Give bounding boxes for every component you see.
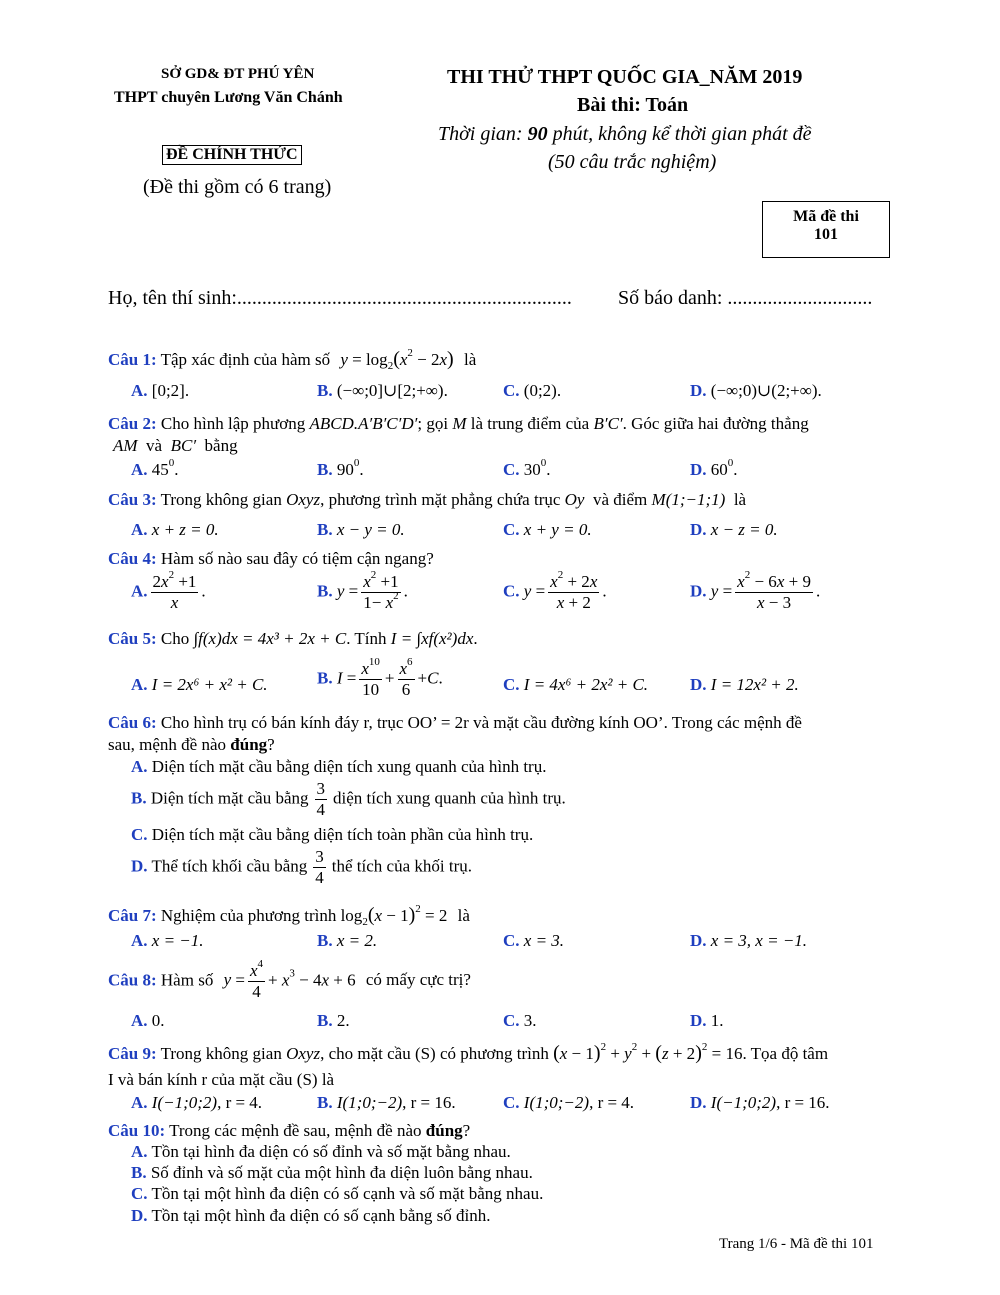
q3-option-a[interactable]: A. x + z = 0. [131, 520, 219, 539]
q3-option-d[interactable]: D. x − z = 0. [690, 520, 778, 539]
q2-option-b[interactable]: B. $90^0$. [317, 457, 364, 479]
q7-option-a[interactable]: A. x = −1. [131, 931, 204, 950]
exam-code-box [762, 201, 890, 258]
q7-option-b[interactable]: B. x = 2. [317, 931, 378, 950]
exam-subject: Bài thi: Toán [577, 94, 689, 116]
q2-option-d[interactable]: D. $60^0$. [690, 457, 738, 479]
q2-option-a[interactable]: A. $45^0$. [131, 457, 179, 479]
q6-option-a[interactable]: A. Diện tích mặt cầu bằng diện tích xung quanh của hình trụ. [131, 757, 547, 776]
q7-option-d[interactable]: D. x = 3, x = −1. [690, 931, 808, 950]
q1-option-a[interactable]: A. [0;2]. [131, 381, 190, 400]
question-7: Câu 7: Nghiệm của phương trình $\log_2(x - 1)^2 = 2$ là [108, 903, 470, 928]
question-9-line-2: I và bán kính r của mặt cầu (S) là [108, 1070, 335, 1089]
q1-option-d[interactable]: D. (−∞;0)∪(2;+∞). [690, 381, 822, 400]
q9-option-c[interactable]: C. I(1;0;−2), r = 4. [503, 1093, 635, 1112]
official-badge: ĐỀ CHÍNH THỨC [162, 145, 302, 165]
question-count-note: (50 câu trắc nghiệm) [548, 151, 717, 173]
q4-option-b[interactable]: B. y = $\frac{x^2 +1}{1- x^2}$ . [317, 569, 408, 612]
question-6: Câu 6: Cho hình trụ có bán kính đáy r, trục OO’ = 2r và mặt cầu đường kính OO’. Trong các mệnh đề [108, 713, 802, 732]
q5-option-b[interactable]: B. I = $\frac{x^{10}}{10}$ + $\frac{x^6}{6}$ +C. [317, 656, 443, 699]
question-2: Câu 2: Cho hình lập phương ABCD.A′B′C′D′; gọi M là trung điểm của B′C′. Góc giữa hai đường thẳng [108, 414, 809, 433]
q6-option-c[interactable]: C. Diện tích mặt cầu bằng diện tích toàn phần của hình trụ. [131, 825, 534, 844]
q10-option-d[interactable]: D. Tồn tại một hình đa diện có số cạnh bằng số đỉnh. [131, 1206, 491, 1225]
q1-option-c[interactable]: C. (0;2). [503, 381, 562, 400]
q9-option-b[interactable]: B. I(1;0;−2), r = 16. [317, 1093, 456, 1112]
exam-duration: Thời gian: 90 phút, không kể thời gian phát đề [438, 123, 812, 145]
exam-code: 101 [814, 226, 838, 243]
q4-option-d[interactable]: D. y = $\frac{x^2 - 6x + 9}{x - 3}$ . [690, 569, 821, 612]
q8-option-c[interactable]: C. 3. [503, 1011, 537, 1030]
question-9: Câu 9: Trong không gian Oxyz, cho mặt cầu (S) có phương trình $(x - 1)^2 + y^2 + (z + 2)^2 = 16$. Tọa độ tâm [108, 1041, 829, 1064]
question-6-line-2: sau, mệnh đề nào đúng? [108, 735, 275, 754]
q8-option-d[interactable]: D. 1. [690, 1011, 724, 1030]
q5-option-c[interactable]: C. I = 4x⁶ + 2x² + C. [503, 675, 649, 694]
page-count-note: (Đề thi gồm có 6 trang) [143, 176, 332, 198]
question-3: Câu 3: Trong không gian Oxyz, phương trình mặt phẳng chứa trục Oy và điểm M(1;−1;1) là [108, 490, 747, 509]
question-10: Câu 10: Trong các mệnh đề sau, mệnh đề nào đúng? [108, 1121, 471, 1140]
q6-option-b[interactable]: B. Diện tích mặt cầu bằng $\frac{3}{4}$ diện tích xung quanh của hình trụ. [131, 779, 566, 819]
q4-option-c[interactable]: C. y = $\frac{x^2 + 2x}{x + 2}$ . [503, 569, 607, 612]
candidate-name-line: Họ, tên thí sinh:................................................................... [108, 287, 572, 309]
department-name: SỞ GD& ĐT PHÚ YÊN [161, 66, 315, 82]
q2-option-c[interactable]: C. $30^0$. [503, 457, 551, 479]
q9-option-a[interactable]: A. I(−1;0;2), r = 4. [131, 1093, 263, 1112]
school-name: THPT chuyên Lương Văn Chánh [114, 89, 343, 106]
question-2-line-2: AM và BC′ bằng [113, 436, 238, 455]
candidate-id-line: Số báo danh: ............................. [618, 287, 873, 309]
q7-option-c[interactable]: C. x = 3. [503, 931, 565, 950]
q10-option-c[interactable]: C. Tồn tại một hình đa diện có số cạnh và số mặt bằng nhau. [131, 1184, 544, 1203]
q8-option-a[interactable]: A. 0. [131, 1011, 165, 1030]
exam-title: THI THỬ THPT QUỐC GIA_NĂM 2019 [447, 66, 803, 88]
q10-option-b[interactable]: B. Số đỉnh và số mặt của một hình đa diện luôn bằng nhau. [131, 1163, 533, 1182]
question-1: Câu 1: Tập xác định của hàm số $y = \log_2(x^2 - 2x)$ là [108, 347, 477, 372]
page-footer: Trang 1/6 - Mã đề thi 101 [719, 1236, 874, 1252]
q10-option-a[interactable]: A. Tồn tại hình đa diện có số đỉnh và số mặt bằng nhau. [131, 1142, 511, 1161]
question-4: Câu 4: Hàm số nào sau đây có tiệm cận ngang? [108, 549, 434, 568]
q9-option-d[interactable]: D. I(−1;0;2), r = 16. [690, 1093, 830, 1112]
q5-option-d[interactable]: D. I = 12x² + 2. [690, 675, 799, 694]
question-5: Câu 5: Cho ∫f(x)dx = 4x³ + 2x + C. Tính I = ∫xf(x²)dx. [108, 629, 478, 648]
q8-option-b[interactable]: B. 2. [317, 1011, 350, 1030]
q3-option-b[interactable]: B. x − y = 0. [317, 520, 405, 539]
q1-option-b[interactable]: B. (−∞;0]∪[2;+∞). [317, 381, 448, 400]
question-8: Câu 8: Hàm số y = $\frac{x^4}{4}$ + $x^3 - 4x + 6$ có mấy cực trị? [108, 958, 471, 1001]
q5-option-a[interactable]: A. I = 2x⁶ + x² + C. [131, 675, 268, 694]
q3-option-c[interactable]: C. x + y = 0. [503, 520, 592, 539]
q6-option-d[interactable]: D. Thể tích khối cầu bằng $\frac{3}{4}$ thể tích của khối trụ. [131, 847, 472, 887]
q4-option-a[interactable]: A. $\frac{2x^2 +1}{x}$ . [131, 569, 206, 612]
exam-code-label: Mã đề thi [793, 208, 859, 225]
